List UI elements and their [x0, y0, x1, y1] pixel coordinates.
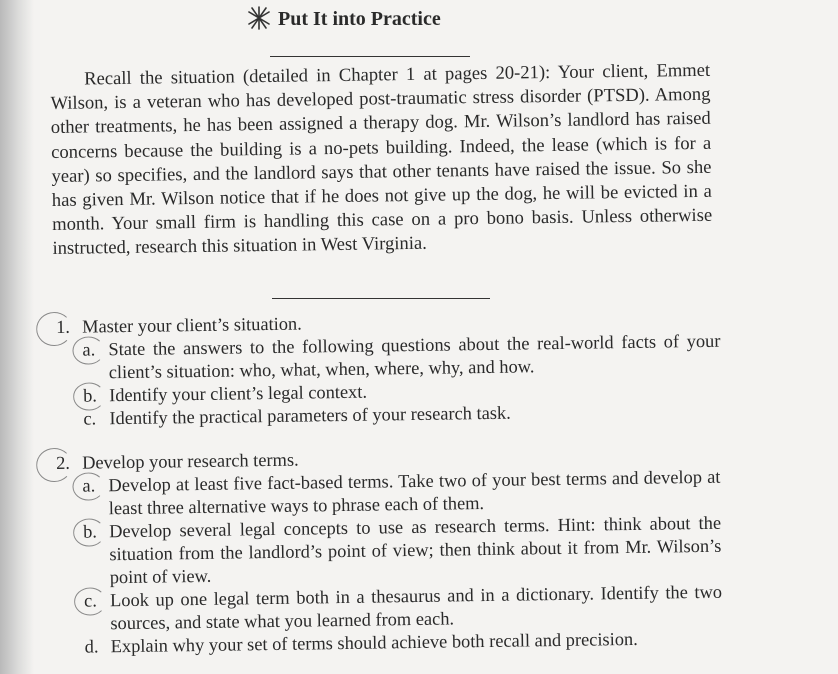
- item-letter: d.: [84, 636, 99, 657]
- section-heading: [246, 5, 441, 31]
- exercise-title: Master your client’s situation.: [82, 313, 302, 337]
- item-text: Look up one legal term both in a thesaurus and in a dictionary. Identify the two sources, and state what you learned from each.: [109, 581, 723, 634]
- item-text: Identify your client’s legal context.: [108, 381, 368, 406]
- bottom-divider: [272, 298, 490, 299]
- item-letter: c.: [83, 408, 97, 429]
- item-letter: b.: [82, 385, 98, 406]
- item-text: Develop at least five fact-based terms. Take two of your best terms and develop at least three alternative ways to phrase each of them.: [108, 466, 721, 519]
- item-text: Identify the practical parameters of your research task.: [109, 402, 511, 429]
- item-text: State the answers to the following questions about the real-world facts of your client’s situation: who, what, when, where, why, and how.: [108, 330, 721, 383]
- item-letter: a.: [82, 339, 96, 360]
- exercise-1: [56, 307, 722, 431]
- scenario-paragraph: [50, 59, 713, 262]
- scenario-text: Recall the situation (detailed in Chapter 1 at pages 20-21): Your client, Emmet Wilson, is a veteran who has developed post-traumatic stress disorder (PTSD). Among other treatments, he has been assigned a therapy dog. Mr. Wilson’s landlord has raised concerns because the building is a no-pets building. Indeed, the lease (which is for a year) so specifies, and the landlord says that other tenants have raised the issue. So she has given Mr. Wilson notice that if he does not give up the dog, he will be evicted in a month. Your small firm is handling this case on a pro bono basis. Unless otherwise instructed, research this situation in West Virginia.: [50, 59, 713, 260]
- top-divider: [270, 56, 470, 57]
- item-text: Explain why your set of terms should achieve both recall and precision.: [110, 628, 638, 657]
- exercise-2-item-b: [83, 512, 722, 590]
- exercise-number: 1.: [56, 316, 71, 337]
- exercise-number: 2.: [56, 452, 71, 473]
- item-letter: c.: [83, 590, 97, 611]
- item-text: Develop several legal concepts to use as research terms. Hint: think about the situation from the landlord’s point of view; then think about it from Mr. Wilson’s point of view.: [108, 512, 722, 588]
- item-letter: a.: [82, 475, 96, 496]
- page-edge-shadow: [0, 0, 34, 674]
- section-title: Put It into Practice: [278, 8, 441, 30]
- exercise-title: Develop your research terms.: [82, 449, 299, 473]
- item-letter: b.: [82, 521, 98, 542]
- star-icon: [246, 5, 272, 31]
- exercise-2: [56, 443, 723, 659]
